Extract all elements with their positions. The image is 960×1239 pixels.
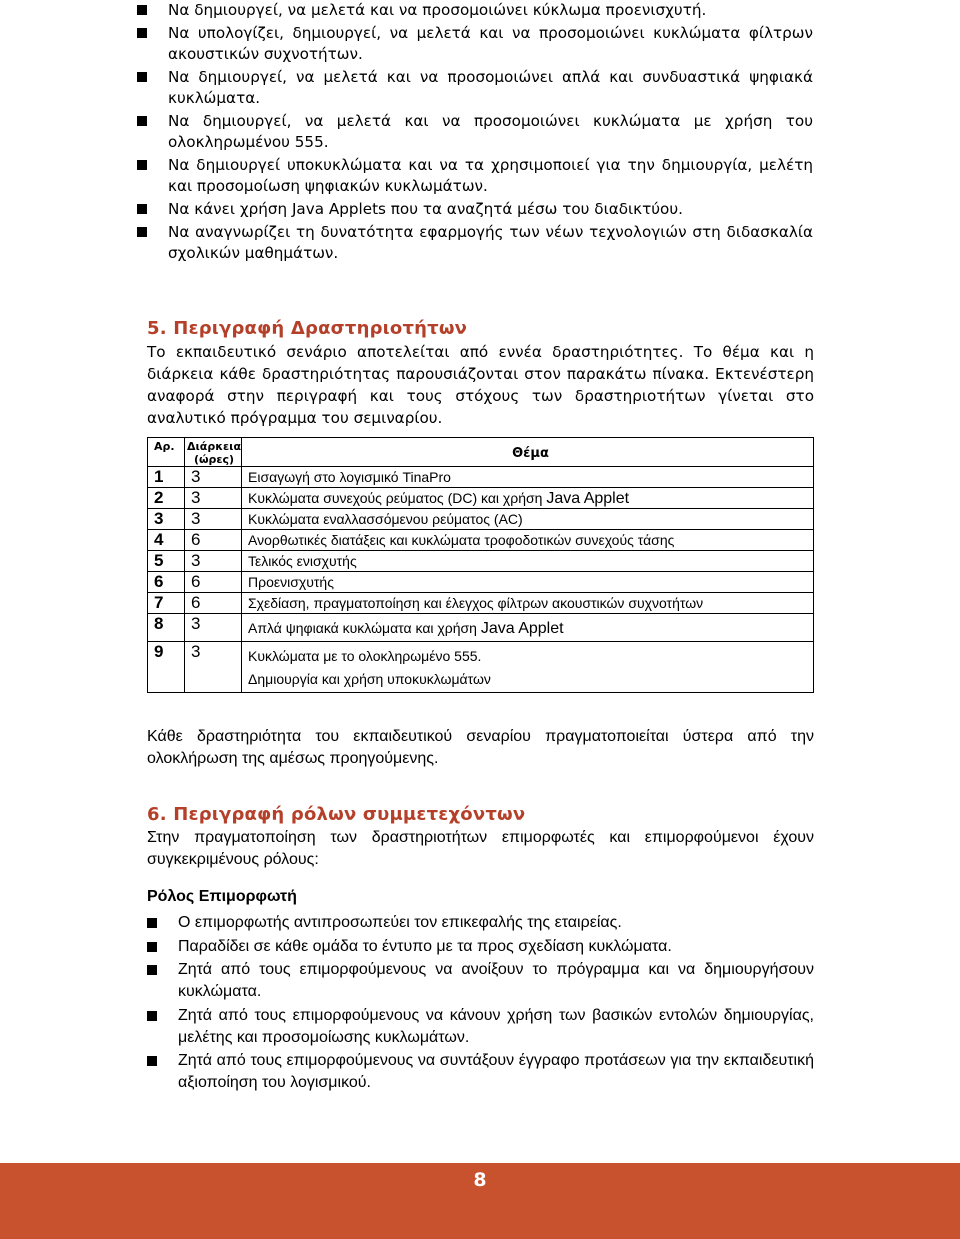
list-item: Να δημιουργεί, να μελετά και να προσομοιώνει κύκλωμα προενισχυτή. bbox=[137, 0, 813, 21]
row-number: 3 bbox=[148, 509, 185, 530]
page-number: 8 bbox=[473, 1169, 487, 1191]
list-item: Να δημιουργεί υποκυκλώματα και να τα χρησιμοποιεί για την δημιουργία, μελέτη και προσομοίωση ψηφιακών κυκλωμάτων. bbox=[137, 155, 813, 197]
list-item: Ο επιμορφωτής αντιπροσωπεύει τον επικεφαλής της εταιρείας. bbox=[147, 912, 814, 934]
table-row bbox=[148, 509, 814, 530]
square-bullet-icon bbox=[147, 942, 157, 952]
square-bullet-icon bbox=[147, 1056, 157, 1066]
square-bullet-icon bbox=[147, 965, 157, 975]
table-row bbox=[148, 642, 814, 693]
square-bullet-icon bbox=[137, 72, 147, 82]
list-item: Ζητά από τους επιμορφούμενους να κάνουν χρήση των βασικών εντολών δημιουργίας, μελέτης και προσομοίωσης κυκλωμάτων. bbox=[147, 1005, 814, 1049]
table-row bbox=[148, 488, 814, 509]
square-bullet-icon bbox=[147, 1011, 157, 1021]
row-topic: Κυκλώματα εναλλασσόμενου ρεύματος (AC) bbox=[242, 509, 814, 530]
row-number: 9 bbox=[148, 642, 185, 693]
square-bullet-icon bbox=[137, 227, 147, 237]
row-hours: 3 bbox=[185, 509, 242, 530]
footer-band bbox=[0, 1163, 960, 1239]
table-row bbox=[148, 593, 814, 614]
row-topic: Προενισχυτής bbox=[242, 572, 814, 593]
list-item: Παραδίδει σε κάθε ομάδα το έντυπο με τα προς σχεδίαση κυκλώματα. bbox=[147, 936, 814, 958]
row-topic: Απλά ψηφιακά κυκλώματα και χρήση Java Applet bbox=[242, 614, 814, 642]
role-title: Ρόλος Επιμορφωτή bbox=[147, 888, 297, 905]
row-hours: 6 bbox=[185, 572, 242, 593]
row-number: 8 bbox=[148, 614, 185, 642]
objectives-list bbox=[137, 0, 813, 266]
activities-table bbox=[147, 437, 814, 693]
list-item: Να αναγνωρίζει τη δυνατότητα εφαρμογής των νέων τεχνολογιών στη διδασκαλία σχολικών μαθημάτων. bbox=[137, 222, 813, 264]
row-number: 6 bbox=[148, 572, 185, 593]
square-bullet-icon bbox=[137, 116, 147, 126]
list-item: Να δημιουργεί, να μελετά και να προσομοιώνει απλά και συνδυαστικά ψηφιακά κυκλώματα. bbox=[137, 67, 813, 109]
table-header-row bbox=[148, 438, 814, 467]
row-hours: 6 bbox=[185, 593, 242, 614]
square-bullet-icon bbox=[147, 918, 157, 928]
header-duration: Διάρκεια (ώρες) bbox=[185, 438, 242, 467]
section-5-title: 5. Περιγραφή Δραστηριοτήτων bbox=[147, 318, 468, 339]
square-bullet-icon bbox=[137, 160, 147, 170]
table-row bbox=[148, 467, 814, 488]
row-number: 1 bbox=[148, 467, 185, 488]
square-bullet-icon bbox=[137, 28, 147, 38]
row-topic: Ανορθωτικές διατάξεις και κυκλώματα τροφοδοτικών συνεχούς τάσης bbox=[242, 530, 814, 551]
row-hours: 3 bbox=[185, 551, 242, 572]
square-bullet-icon bbox=[137, 204, 147, 214]
row-number: 2 bbox=[148, 488, 185, 509]
row-topic: Τελικός ενισχυτής bbox=[242, 551, 814, 572]
row-topic: Κυκλώματα συνεχούς ρεύματος (DC) και χρήση Java Applet bbox=[242, 488, 814, 509]
row-number: 7 bbox=[148, 593, 185, 614]
row-topic: Εισαγωγή στο λογισμικό TinaPro bbox=[242, 467, 814, 488]
row-number: 5 bbox=[148, 551, 185, 572]
row-hours: 3 bbox=[185, 488, 242, 509]
table-row bbox=[148, 572, 814, 593]
row-topic: Κυκλώματα με το ολοκληρωμένο 555. Δημιουργία και χρήση υποκυκλωμάτων bbox=[242, 642, 814, 693]
row-topic: Σχεδίαση, πραγματοποίηση και έλεγχος φίλτρων ακουστικών συχνοτήτων bbox=[242, 593, 814, 614]
role-list bbox=[147, 912, 814, 1096]
row-number: 4 bbox=[148, 530, 185, 551]
section-6-title: 6. Περιγραφή ρόλων συμμετεχόντων bbox=[147, 804, 526, 825]
list-item: Να υπολογίζει, δημιουργεί, να μελετά και να προσομοιώνει κυκλώματα φίλτρων ακουστικών συχνοτήτων. bbox=[137, 23, 813, 65]
header-number: Αρ. bbox=[148, 438, 185, 467]
section-5-intro: Το εκπαιδευτικό σενάριο αποτελείται από εννέα δραστηριότητες. Το θέμα και η διάρκεια κάθε δραστηριότητας παρουσιάζονται στον παρακάτω πίνακα. Εκτενέστερη αναφορά στην περιγραφή και τους στόχους των δραστηριοτήτων γίνεται στο αναλυτικό πρόγραμμα του σεμιναρίου. bbox=[147, 343, 814, 427]
list-item: Να δημιουργεί, να μελετά και να προσομοιώνει κυκλώματα με χρήση του ολοκληρωμένου 555. bbox=[137, 111, 813, 153]
row-hours: 3 bbox=[185, 467, 242, 488]
table-row bbox=[148, 614, 814, 642]
sequence-note: Κάθε δραστηριότητα του εκπαιδευτικού σεναρίου πραγματοποιείται ύστερα από την ολοκλήρωση της αμέσως προηγούμενης. bbox=[147, 728, 814, 767]
list-item: Να κάνει χρήση Java Applets που τα αναζητά μέσω του διαδικτύου. bbox=[137, 199, 813, 220]
table-row bbox=[148, 551, 814, 572]
table-row bbox=[148, 530, 814, 551]
header-theme: Θέμα bbox=[242, 438, 814, 467]
list-item: Ζητά από τους επιμορφούμενους να ανοίξουν το πρόγραμμα και να δημιουργήσουν κυκλώματα. bbox=[147, 959, 814, 1003]
square-bullet-icon bbox=[137, 5, 147, 15]
row-hours: 3 bbox=[185, 614, 242, 642]
section-6-intro: Στην πραγματοποίηση των δραστηριοτήτων επιμορφωτές και επιμορφούμενοι έχουν συγκεκριμένους ρόλους: bbox=[147, 829, 814, 868]
row-hours: 6 bbox=[185, 530, 242, 551]
list-item: Ζητά από τους επιμορφούμενους να συντάξουν έγγραφο προτάσεων για την εκπαιδευτική αξιοποίηση του λογισμικού. bbox=[147, 1050, 814, 1094]
row-hours: 3 bbox=[185, 642, 242, 693]
